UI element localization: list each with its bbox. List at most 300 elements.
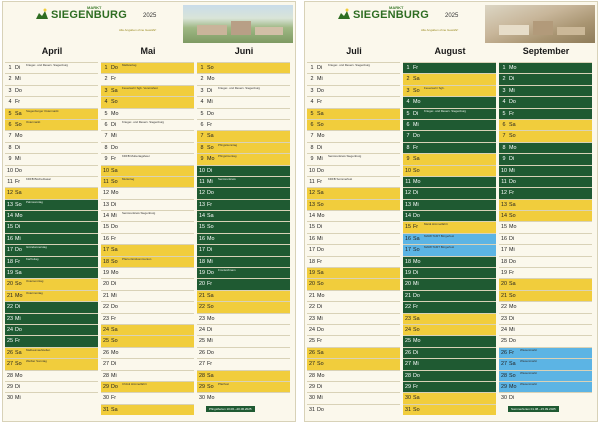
day-row [403, 142, 496, 153]
day-row [101, 153, 194, 164]
logo-siegenburg-text: SIEGENBURG [353, 9, 429, 21]
event-text: Krieger- und Reserv. Siegenburg [122, 119, 165, 124]
day-number: 15 [309, 224, 315, 231]
event-text: Maibaumaufstellen [26, 347, 51, 352]
day-number: 29 [199, 383, 205, 390]
day-number: 27 [7, 361, 13, 368]
event-text: Palmsonntag [26, 199, 43, 204]
day-row [5, 381, 98, 392]
event-text [424, 382, 496, 383]
weekday: Fr [317, 258, 323, 265]
weekday: Do [207, 190, 214, 197]
day-row [307, 290, 400, 301]
day-row [307, 313, 400, 324]
weekday: Mi [207, 178, 213, 185]
day-row [499, 73, 592, 84]
weekday: Mi [509, 167, 515, 174]
day-number: 20 [199, 281, 205, 288]
day-number: 8 [406, 144, 410, 151]
day-row [197, 347, 290, 358]
weekday: Mi [413, 281, 419, 288]
day-number: 10 [103, 167, 109, 174]
day-number: 2 [406, 76, 410, 83]
day-row [197, 358, 290, 369]
day-number: 5 [200, 110, 204, 117]
weekday: Mi [509, 326, 515, 333]
day-row [5, 199, 98, 210]
day-row [403, 347, 496, 358]
day-row [5, 267, 98, 278]
weekday: Fr [111, 315, 117, 322]
day-row [5, 290, 98, 301]
event-text [520, 109, 592, 110]
day-number: 16 [199, 235, 205, 242]
day-number: 9 [200, 156, 204, 163]
day-row [403, 199, 496, 210]
day-number: 18 [7, 258, 13, 265]
event-text [218, 371, 290, 372]
day-number: 26 [501, 349, 507, 356]
event-text: Muttertag [122, 176, 135, 181]
disclaimer-text: Alle Angaben ohne Gewähr! [119, 28, 157, 32]
town-crest-icon [337, 7, 351, 21]
month-column-august [403, 62, 496, 415]
day-row [307, 199, 400, 210]
day-row [499, 199, 592, 210]
day-row [307, 256, 400, 267]
event-text [328, 245, 400, 246]
event-text: Feuerwehr Sgb. Vereinsfest [122, 85, 158, 90]
event-text [122, 348, 194, 349]
weekday: Mo [413, 338, 421, 345]
event-text: Pfarrfest [218, 381, 229, 386]
weekday: Sa [413, 395, 420, 402]
day-number: 8 [104, 144, 108, 151]
day-number: 30 [199, 395, 205, 402]
day-row [101, 187, 194, 198]
event-text: Pfingstmontag [218, 154, 237, 159]
day-number: 21 [199, 292, 205, 299]
weekday: So [413, 167, 420, 174]
day-number: 23 [309, 315, 315, 322]
day-number: 15 [501, 224, 507, 231]
weekday: Mi [111, 372, 117, 379]
day-number: 11 [405, 178, 411, 185]
event-text [520, 234, 592, 235]
day-number: 29 [103, 383, 109, 390]
day-number: 20 [501, 281, 507, 288]
weekday: Do [509, 99, 516, 106]
day-row [197, 73, 290, 84]
day-row [101, 404, 194, 415]
weekday: Mo [111, 110, 119, 117]
day-row [5, 335, 98, 346]
event-text [26, 188, 98, 189]
day-number: 2 [8, 76, 12, 83]
day-row [307, 244, 400, 255]
event-text [122, 291, 194, 292]
day-row [499, 233, 592, 244]
event-text: Gründonnerstag [26, 245, 47, 250]
weekday: So [207, 383, 214, 390]
event-text [122, 325, 194, 326]
day-row [101, 392, 194, 403]
event-text [26, 393, 98, 394]
weekday: Sa [317, 190, 324, 197]
weekday: Di [413, 270, 419, 277]
event-text [122, 405, 194, 406]
day-number: 31 [405, 406, 411, 413]
event-text [218, 120, 290, 121]
weekday: Mi [207, 99, 213, 106]
day-number: 19 [405, 270, 411, 277]
day-row [197, 301, 290, 312]
year-label: 2025 [143, 13, 157, 19]
day-row [101, 278, 194, 289]
weekday: Di [509, 235, 515, 242]
event-text [26, 268, 98, 269]
weekday: Mo [317, 133, 325, 140]
weekday: So [111, 178, 118, 185]
event-text [328, 291, 400, 292]
day-row [101, 96, 194, 107]
event-text [424, 348, 496, 349]
day-row [307, 347, 400, 358]
day-number: 23 [405, 315, 411, 322]
day-row [197, 187, 290, 198]
weekday: Mo [207, 315, 215, 322]
weekday: Di [111, 361, 117, 368]
weekday: Di [15, 144, 21, 151]
day-number: 16 [7, 235, 13, 242]
weekday: Di [509, 395, 515, 402]
day-number: 16 [103, 235, 109, 242]
event-text [520, 336, 592, 337]
event-text [520, 268, 592, 269]
day-row [403, 108, 496, 119]
event-text [424, 120, 496, 121]
event-text [26, 166, 98, 167]
weekday: Mi [15, 156, 21, 163]
day-row [5, 278, 98, 289]
day-row [307, 210, 400, 221]
day-row [499, 210, 592, 221]
event-text [424, 188, 496, 189]
event-text: Karfreitag [26, 256, 39, 261]
day-number: 18 [199, 258, 205, 265]
day-row [403, 221, 496, 232]
day-number: 19 [199, 270, 205, 277]
event-text [26, 154, 98, 155]
day-number: 3 [200, 87, 204, 94]
day-row [307, 108, 400, 119]
day-number: 4 [502, 99, 506, 106]
day-row [101, 290, 194, 301]
event-text [218, 336, 290, 337]
day-number: 17 [501, 247, 507, 254]
weekday: Di [317, 224, 323, 231]
event-text [424, 200, 496, 201]
weekday: Mi [509, 87, 515, 94]
day-number: 15 [7, 224, 13, 231]
day-number: 12 [7, 190, 13, 197]
day-row [197, 370, 290, 381]
event-text [328, 257, 400, 258]
day-number: 24 [103, 326, 109, 333]
event-text [520, 86, 592, 87]
weekday: Mi [413, 201, 419, 208]
logo-markt-text: MARKT [389, 5, 404, 10]
event-text: Seniorenkreis Siegenburg [122, 211, 156, 216]
event-text [122, 393, 194, 394]
day-row [403, 153, 496, 164]
day-row [5, 73, 98, 84]
day-row [499, 176, 592, 187]
event-text [26, 302, 98, 303]
day-row [307, 233, 400, 244]
day-row [499, 267, 592, 278]
day-number: 25 [309, 338, 315, 345]
event-text [218, 74, 290, 75]
weekday: Mo [413, 178, 421, 185]
day-number: 23 [501, 315, 507, 322]
event-text [520, 97, 592, 98]
month-heading: Juli [346, 46, 362, 56]
day-number: 26 [405, 349, 411, 356]
day-number: 29 [7, 383, 13, 390]
event-text [520, 74, 592, 75]
day-row [499, 244, 592, 255]
day-number: 27 [103, 361, 109, 368]
weekday: Di [15, 65, 21, 71]
event-text [26, 382, 98, 383]
weekday: Di [413, 349, 419, 356]
day-row [403, 85, 496, 96]
day-row [403, 233, 496, 244]
day-row [197, 267, 290, 278]
day-number: 3 [104, 87, 108, 94]
event-text: Fronleichnam [218, 268, 236, 273]
event-text [122, 314, 194, 315]
weekday: Fr [15, 99, 21, 106]
event-text [218, 200, 290, 201]
event-text [520, 257, 592, 258]
day-number: 2 [200, 76, 204, 83]
weekday: Fr [509, 349, 515, 356]
event-text [328, 314, 400, 315]
weekday: So [317, 201, 324, 208]
weekday: Mi [317, 76, 323, 83]
day-number: 11 [7, 178, 13, 185]
day-number: 5 [406, 110, 410, 117]
day-number: 15 [103, 224, 109, 231]
weekday: Do [413, 292, 420, 299]
weekday: Fr [207, 281, 213, 288]
weekday: Do [413, 372, 420, 379]
weekday: Mi [15, 76, 21, 83]
weekday: Mo [207, 395, 215, 402]
day-number: 12 [405, 190, 411, 197]
day-number: 18 [501, 258, 507, 265]
day-number: 4 [310, 99, 314, 106]
weekday: Mo [15, 213, 23, 220]
day-row [499, 130, 592, 141]
weekday: Di [15, 383, 21, 390]
event-text [122, 131, 194, 132]
day-row [307, 62, 400, 73]
markt-logo [35, 6, 127, 21]
month-column-mai [101, 62, 194, 415]
event-text [218, 211, 290, 212]
weekday: Mi [207, 258, 213, 265]
weekday: Mo [207, 156, 215, 163]
weekday: Di [413, 190, 419, 197]
weekday: Do [317, 406, 324, 413]
event-text [122, 143, 194, 144]
weekday: So [317, 121, 324, 128]
weekday: Sa [207, 372, 214, 379]
weekday: Fr [207, 201, 213, 208]
day-row [101, 324, 194, 335]
day-number: 22 [309, 304, 315, 311]
event-text [424, 314, 496, 315]
event-text [122, 359, 194, 360]
event-text [218, 222, 290, 223]
day-number: 10 [199, 167, 205, 174]
weekday: Do [317, 247, 324, 254]
day-number: 11 [199, 178, 205, 185]
day-number: 25 [199, 338, 205, 345]
day-number: 15 [199, 224, 205, 231]
event-text [424, 154, 496, 155]
day-row [5, 210, 98, 221]
event-text [328, 109, 400, 110]
day-row [197, 313, 290, 324]
day-number: 29 [405, 383, 411, 390]
event-text: Wiesenmarkt [520, 347, 537, 352]
event-text [424, 97, 496, 98]
weekday: Do [15, 247, 22, 254]
event-text [218, 131, 290, 132]
day-number: 9 [8, 156, 12, 163]
event-text [328, 166, 400, 167]
weekday: Do [15, 167, 22, 174]
event-text [218, 348, 290, 349]
day-row [403, 244, 496, 255]
day-number: 13 [199, 201, 205, 208]
weekday: Sa [509, 281, 516, 288]
day-row [499, 381, 592, 392]
day-row [5, 301, 98, 312]
event-text [328, 405, 400, 406]
day-number: 29 [309, 383, 315, 390]
event-text [424, 302, 496, 303]
weekday: Sa [111, 247, 118, 254]
day-row [101, 73, 194, 84]
day-row [403, 119, 496, 130]
weekday: Sa [207, 213, 214, 220]
weekday: So [413, 326, 420, 333]
weekday: Di [207, 167, 213, 174]
event-text [26, 314, 98, 315]
day-number: 16 [501, 235, 507, 242]
weekday: Do [317, 87, 324, 94]
event-text [122, 97, 194, 98]
weekday: Do [413, 213, 420, 220]
event-text [218, 359, 290, 360]
weekday: Sa [111, 326, 118, 333]
day-row [101, 267, 194, 278]
event-text: Pfingstsonntag [218, 142, 238, 147]
event-text [122, 188, 194, 189]
day-number: 14 [7, 213, 13, 220]
town-crest-icon [35, 7, 49, 21]
event-text [520, 245, 592, 246]
day-number: 14 [199, 213, 205, 220]
day-number: 31 [103, 406, 109, 413]
day-row [403, 324, 496, 335]
event-text [328, 131, 400, 132]
weekday: So [317, 361, 324, 368]
day-number: 8 [502, 144, 506, 151]
event-text [218, 97, 290, 98]
day-row [499, 324, 592, 335]
day-row [499, 256, 592, 267]
event-text [424, 143, 496, 144]
day-number: 27 [405, 361, 411, 368]
day-row [403, 313, 496, 324]
day-row [5, 165, 98, 176]
day-number: 14 [103, 213, 109, 220]
day-number: 3 [406, 87, 410, 94]
day-row [307, 370, 400, 381]
day-number: 2 [502, 76, 506, 83]
event-text [218, 188, 290, 189]
year-label: 2025 [445, 13, 459, 19]
day-number: 27 [501, 361, 507, 368]
day-number: 10 [309, 167, 315, 174]
event-text [218, 314, 290, 315]
event-text [122, 279, 194, 280]
event-text: KDFB Bücherbasar [26, 176, 51, 181]
event-text [26, 222, 98, 223]
day-row [101, 347, 194, 358]
day-number: 30 [309, 395, 315, 402]
day-number: 19 [103, 270, 109, 277]
disclaimer-text: Alle Angaben ohne Gewähr! [421, 28, 459, 32]
day-row [499, 347, 592, 358]
weekday: Fr [15, 178, 21, 185]
event-text [328, 97, 400, 98]
event-text [328, 200, 400, 201]
weekday: Fr [509, 110, 515, 117]
weekday: Fr [15, 258, 21, 265]
weekday: So [207, 65, 214, 71]
day-row [197, 85, 290, 96]
weekday: Di [317, 65, 323, 71]
day-number: 24 [501, 326, 507, 333]
day-number: 27 [309, 361, 315, 368]
day-row [5, 108, 98, 119]
event-text [26, 143, 98, 144]
event-text [424, 74, 496, 75]
day-number: 26 [103, 349, 109, 356]
weekday: Mi [317, 315, 323, 322]
day-number: 17 [309, 247, 315, 254]
day-number: 14 [405, 213, 411, 220]
weekday: Di [207, 87, 213, 94]
calendar-page-right [304, 1, 598, 422]
